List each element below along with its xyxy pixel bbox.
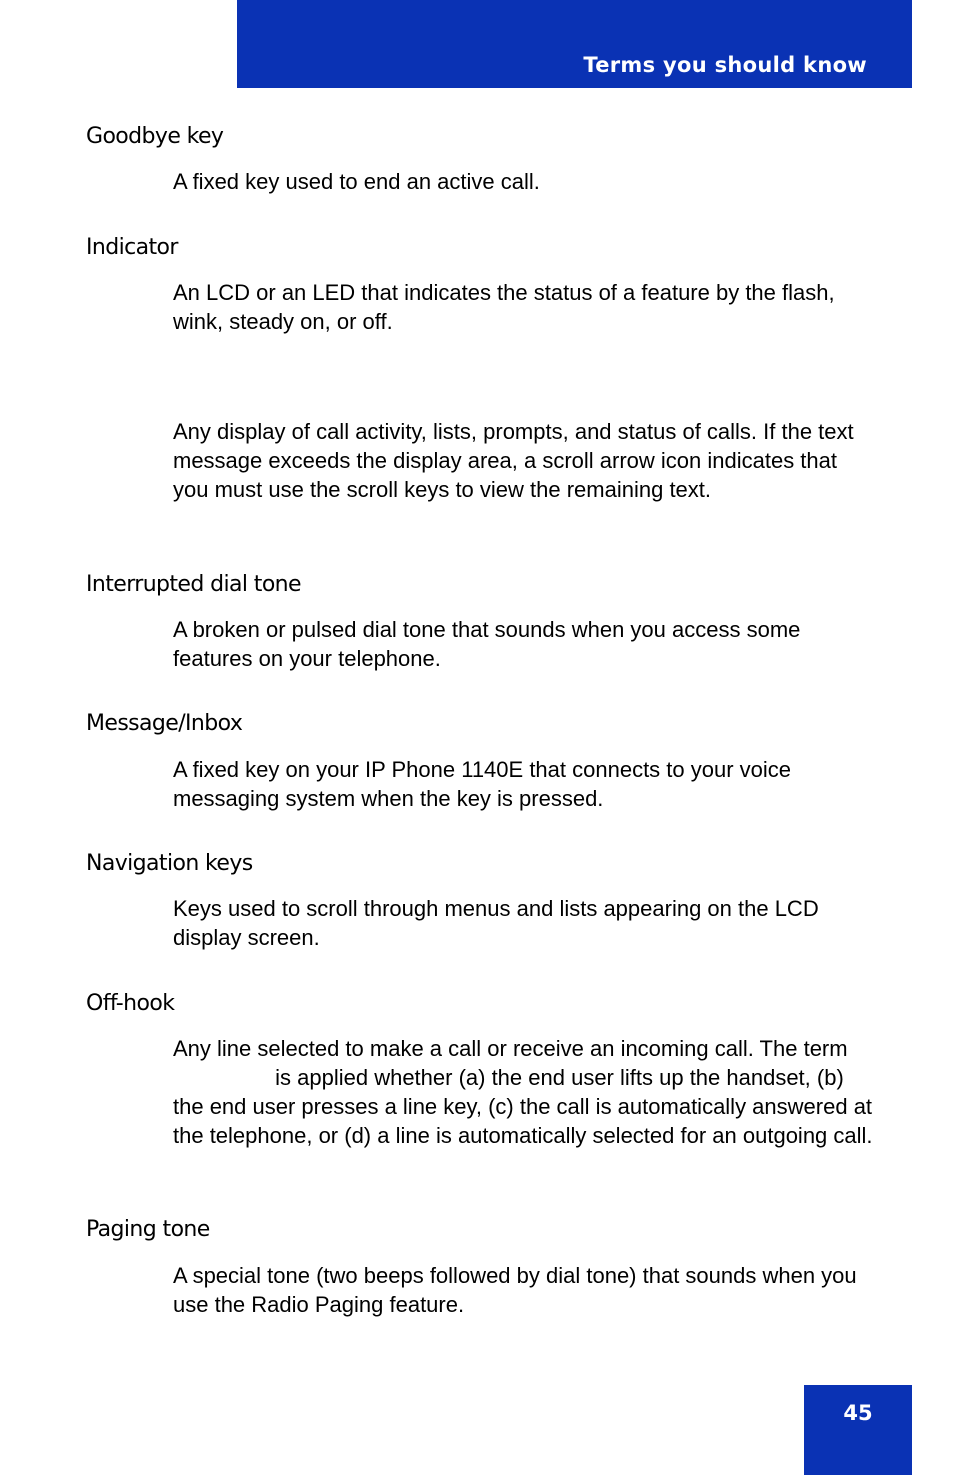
header-bar — [237, 0, 912, 88]
definition-paging-tone: A special tone (two beeps followed by dial tone) that sounds when you use the Radio Paging feature. — [173, 1263, 857, 1317]
definition-message-inbox: A fixed key on your IP Phone 1140E that connects to your voice messaging system when the key is pressed. — [173, 757, 792, 811]
page-number: 45 — [843, 1401, 873, 1425]
term-off-hook: Off-hook — [86, 991, 175, 1016]
definition-navigation-keys: Keys used to scroll through menus and lists appearing on the LCD display screen. — [173, 896, 819, 950]
term-goodbye-key: Goodbye key — [86, 124, 224, 149]
definition-off-hook-start: Any line selected to make a call or receive an incoming call. The term — [173, 1036, 848, 1061]
definition-display: Any display of call activity, lists, prompts, and status of calls. If the text message exceeds the display area, a scroll arrow icon indicates that you must use the scroll keys to view the remaining text. — [173, 419, 854, 502]
header-title: Terms you should know — [583, 53, 867, 77]
definition-off-hook-end: is applied whether (a) the end user lifts up the handset, (b) the end user presses a line key, (c) the call is automatically answered at the telephone, or (d) a line is automatically selected for an outgoing call. — [173, 1065, 873, 1148]
definition-indicator: An LCD or an LED that indicates the status of a feature by the flash, wink, steady on, or off. — [173, 280, 835, 334]
definition-goodbye-key: A fixed key used to end an active call. — [173, 169, 540, 194]
definition-interrupted-dial-tone: A broken or pulsed dial tone that sounds when you access some features on your telephone. — [173, 617, 801, 671]
term-interrupted-dial-tone: Interrupted dial tone — [86, 572, 301, 597]
term-paging-tone: Paging tone — [86, 1217, 210, 1242]
page-number-box — [804, 1385, 912, 1475]
term-message-inbox: Message/Inbox — [86, 711, 243, 736]
definition-off-hook — [173, 1034, 873, 1150]
term-navigation-keys: Navigation keys — [86, 851, 253, 876]
term-indicator: Indicator — [86, 235, 178, 260]
